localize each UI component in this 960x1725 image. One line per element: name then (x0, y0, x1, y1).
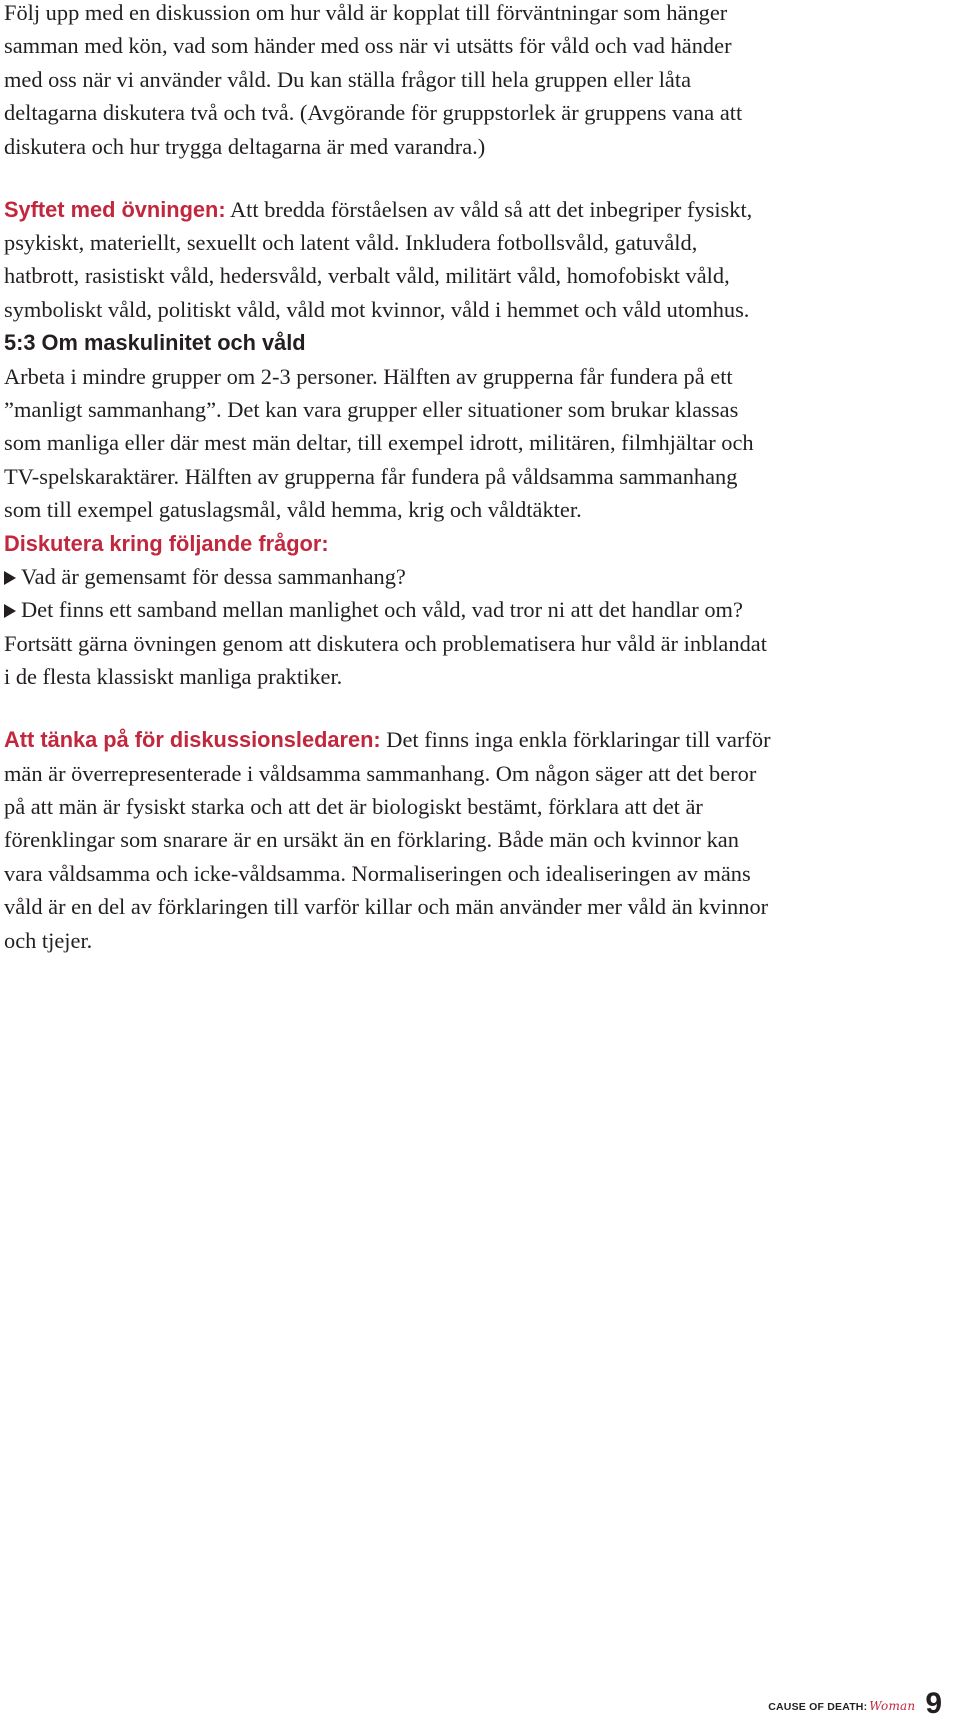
purpose-paragraph (4, 193, 774, 327)
section-body: Arbeta i mindre grupper om 2-3 personer. Hälften av grupperna får fundera på ett ”manligt sammanhang”. Det kan vara grupper eller situationer som brukar klassas som manliga eller där mest män deltar, till exempel idrott, militären, filmhjältar och TV-spelskaraktärer. Hälften av grupperna får fundera på våldsamma sammanhang som till exempel gatuslagsmål, våld hemma, krig och våldtäkter. (4, 363, 754, 523)
leader-note-paragraph (4, 723, 774, 957)
triangle-bullet-icon (4, 571, 16, 585)
question-text: Vad är gemensamt för dessa sammanhang? (21, 564, 406, 589)
text-column (4, 0, 774, 957)
purpose-text: Att bredda förståelsen av våld så att det inbegriper fysiskt, psykiskt, materiellt, sexuellt och latent våld. Inkludera fotbollsvåld, gatuvåld, hatbrott, rasistiskt våld, hedersvåld, verbalt våld, militärt våld, homofobiskt våld, symboliskt våld, politiskt våld, våld mot kvinnor, våld i hemmet och våld utomhus. (4, 196, 753, 322)
footer-script: Woman (869, 1699, 916, 1713)
leader-note-text: Det finns inga enkla förklaringar till varför män är överrepresenterade i våldsamma sammanhang. Om någon säger att det beror på att män är fysiskt starka och att det är biologiskt bestämt, förklara att det är förenklingar som snarare är en ursäkt än en förklaring. Både män och kvinnor kan vara våldsamma och icke-våldsamma. Normaliseringen och idealiseringen av mäns våld är en del av förklaringen till varför killar och män använder mer våld än kvinnor och tjejer. (4, 727, 771, 953)
page-footer (768, 1689, 942, 1719)
purpose-label: Syftet med övningen: (4, 196, 226, 222)
page-number: 9 (925, 1687, 942, 1720)
triangle-bullet-icon (4, 604, 16, 618)
footer-brand-text: CAUSE OF DEATH: (768, 1701, 868, 1713)
leader-note-label: Att tänka på för diskussionsledaren: (4, 727, 381, 753)
footer-brand (768, 1699, 915, 1719)
question-item (4, 560, 774, 593)
discuss-heading: Diskutera kring följande frågor: (4, 530, 329, 556)
question-text: Det finns ett samband mellan manlighet och våld, vad tror ni att det handlar om? (21, 597, 743, 623)
followup-paragraph: Fortsätt gärna övningen genom att diskutera och problematisera hur våld är inblandat i de flesta klassiskt manliga praktiker. (4, 630, 767, 690)
question-item (4, 593, 774, 626)
section-heading: 5:3 Om maskulinitet och våld (4, 330, 306, 356)
intro-paragraph: Följ upp med en diskussion om hur våld är kopplat till förväntningar som hänger samman med kön, vad som händer med oss när vi utsätts för våld och vad händer med oss när vi använder våld. Du kan ställa frågor till hela gruppen eller låta deltagarna diskutera två och två. (Avgörande för gruppstorlek är gruppens vana att diskutera och hur trygga deltagarna är med varandra.) (4, 0, 743, 159)
